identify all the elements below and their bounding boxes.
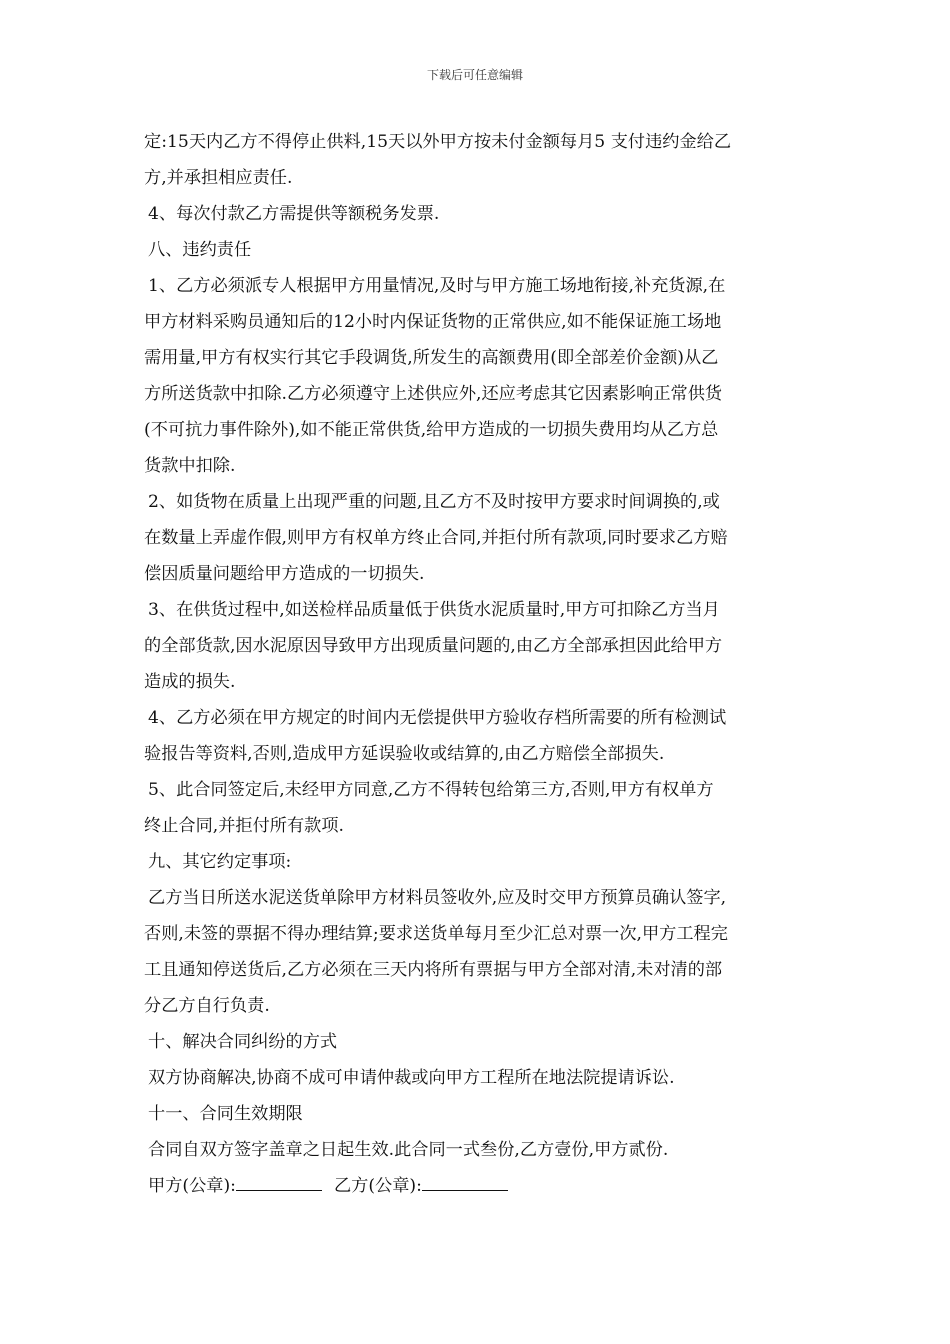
text-line: 合同自双方签字盖章之日起生效.此合同一式叁份,乙方壹份,甲方贰份. [148,1140,669,1160]
page-header: 下载后可任意编辑 [426,68,523,82]
text-line: 分乙方自行负责. [144,996,270,1016]
text-line: 验报告等资料,否则,造成甲方延误验收或结算的,由乙方赔偿全部损失. [144,744,665,764]
text-line: 定:15天内乙方不得停止供料,15天以外甲方按未付金额每月5 支付违约金给乙 [144,132,732,152]
signature-row [144,1168,814,1204]
text-line: 5、此合同签定后,未经甲方同意,乙方不得转包给第三方,否则,甲方有权单方 [148,780,714,800]
text-line: 需用量,甲方有权实行其它手段调货,所发生的高额费用(即全部差价金额)从乙 [144,348,719,368]
party-b-seal-blank[interactable] [422,1172,508,1191]
text-line: 的全部货款,因水泥原因导致甲方出现质量问题的,由乙方全部承担因此给甲方 [144,636,723,656]
party-a-seal-label: 甲方(公章): [148,1176,236,1196]
text-line: (不可抗力事件除外),如不能正常供货,给甲方造成的一切损失费用均从乙方总 [144,420,719,440]
text-line: 偿因质量问题给甲方造成的一切损失. [144,564,425,584]
text-line: 乙方当日所送水泥送货单除甲方材料员签收外,应及时交甲方预算员确认签字, [148,888,727,908]
text-line: 方所送货款中扣除.乙方必须遵守上述供应外,还应考虑其它因素影响正常供货 [144,384,723,404]
document-body [144,124,814,1204]
text-line: 八、违约责任 [148,240,252,260]
text-line: 4、每次付款乙方需提供等额税务发票. [148,204,440,224]
text-line: 九、其它约定事项: [148,852,292,872]
text-line: 1、乙方必须派专人根据甲方用量情况,及时与甲方施工场地衔接,补充货源,在 [148,276,726,296]
text-line: 甲方材料采购员通知后的12小时内保证货物的正常供应,如不能保证施工场地 [144,312,722,332]
text-line: 在数量上弄虚作假,则甲方有权单方终止合同,并拒付所有款项,同时要求乙方赔 [144,528,728,548]
text-line: 方,并承担相应责任. [144,168,293,188]
text-line: 2、如货物在质量上出现严重的问题,且乙方不及时按甲方要求时间调换的,或 [148,492,720,512]
text-line: 双方协商解决,协商不成可申请仲裁或向甲方工程所在地法院提请诉讼. [148,1068,675,1088]
text-line: 货款中扣除. [144,456,236,476]
text-line: 4、乙方必须在甲方规定的时间内无偿提供甲方验收存档所需要的所有检测试 [148,708,727,728]
text-line: 十一、合同生效期限 [148,1104,303,1124]
text-line: 工且通知停送货后,乙方必须在三天内将所有票据与甲方全部对清,未对清的部 [144,960,723,980]
text-line: 否则,未签的票据不得办理结算;要求送货单每月至少汇总对票一次,甲方工程完 [144,924,728,944]
text-line: 3、在供货过程中,如送检样品质量低于供货水泥质量时,甲方可扣除乙方当月 [148,600,720,620]
party-a-seal-blank[interactable] [236,1172,322,1191]
text-line: 终止合同,并拒付所有款项. [144,816,344,836]
text-line: 十、解决合同纠纷的方式 [148,1032,338,1052]
text-line: 造成的损失. [144,672,236,692]
party-b-seal-label: 乙方(公章): [333,1176,422,1196]
contract-text [144,124,814,1168]
